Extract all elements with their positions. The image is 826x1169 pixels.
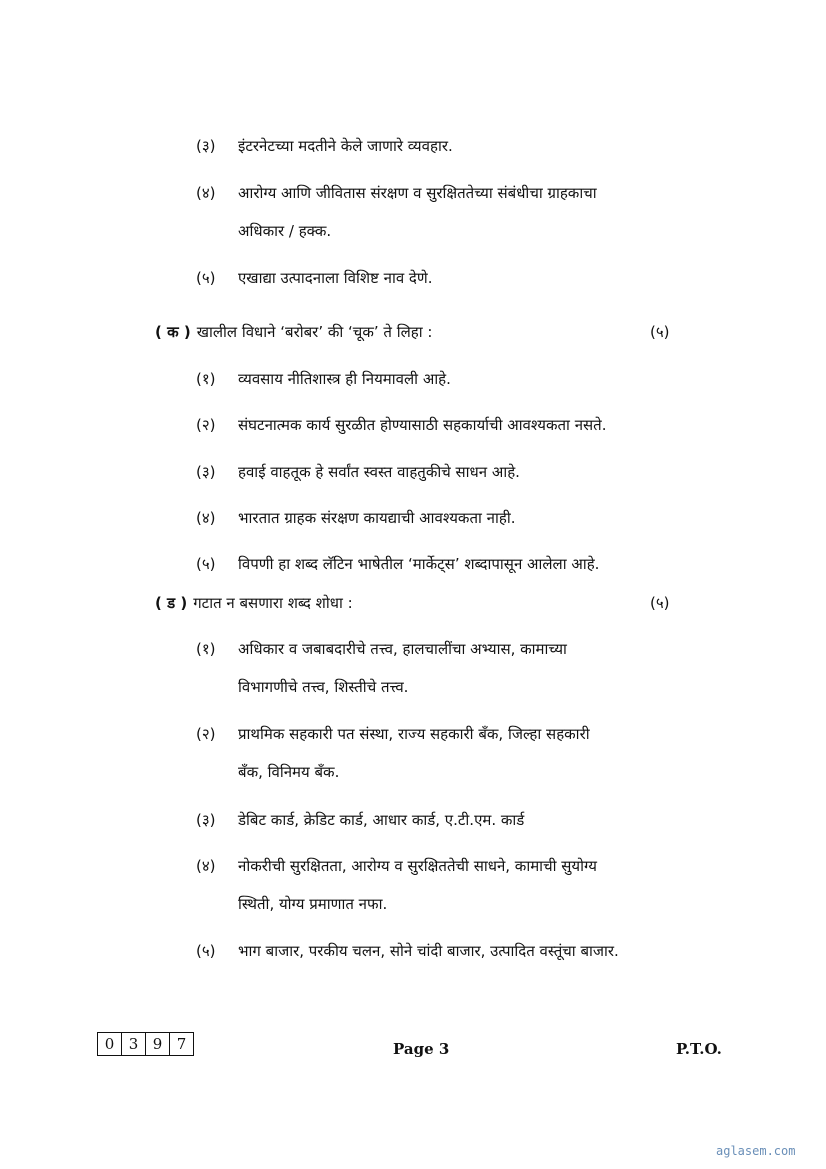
- question-item: [196, 554, 599, 574]
- item-text: प्राथमिक सहकारी पत संस्था, राज्य सहकारी बँक, जिल्हा सहकारी: [238, 725, 590, 743]
- section-marks: (५): [650, 594, 670, 612]
- question-item: [196, 369, 451, 389]
- item-number: (३): [196, 811, 216, 829]
- item-text: नोकरीची सुरक्षितता, आरोग्य व सुरक्षिततेची साधने, कामाची सुयोग्य: [238, 857, 597, 875]
- item-text: इंटरनेटच्या मदतीने केले जाणारे व्यवहार.: [238, 137, 453, 155]
- item-number: (३): [196, 137, 216, 155]
- item-text: अधिकार व जबाबदारीचे तत्त्व, हालचालींचा अभ्यास, कामाच्या: [238, 640, 567, 658]
- paper-code-box: [97, 1032, 194, 1056]
- item-number: (४): [196, 857, 216, 875]
- please-turn-over: P.T.O.: [676, 1040, 722, 1058]
- question-item: [196, 415, 606, 435]
- item-text: भाग बाजार, परकीय चलन, सोने चांदी बाजार, उत्पादित वस्तूंचा बाजार.: [238, 942, 619, 960]
- item-number: (१): [196, 640, 216, 658]
- item-text: हवाई वाहतूक हे सर्वांत स्वस्त वाहतुकीचे साधन आहे.: [238, 463, 520, 481]
- question-item: [196, 136, 453, 156]
- question-item: [196, 268, 433, 288]
- item-text: विपणी हा शब्द लॅटिन भाषेतील ‘मार्केट्स’ शब्दापासून आलेला आहे.: [238, 555, 600, 573]
- question-item: [196, 941, 619, 961]
- question-item: [196, 856, 597, 876]
- question-item: [196, 724, 590, 744]
- item-text: भारतात ग्राहक संरक्षण कायद्याची आवश्यकता नाही.: [238, 509, 516, 527]
- item-number: (१): [196, 370, 216, 388]
- paper-code-digit: 7: [176, 1035, 187, 1053]
- question-item: [196, 462, 520, 482]
- question-item: [196, 508, 515, 528]
- section-instruction: खालील विधाने ‘बरोबर’ की ‘चूक’ ते लिहा :: [196, 323, 433, 341]
- section-label: ( क ): [155, 323, 191, 341]
- section-heading-d: [155, 593, 353, 613]
- item-text: डेबिट कार्ड, क्रेडिट कार्ड, आधार कार्ड, ए.टी.एम. कार्ड: [238, 811, 525, 829]
- question-item: [196, 183, 597, 203]
- item-number: (२): [196, 416, 216, 434]
- section-label: ( ड ): [155, 594, 188, 612]
- site-watermark: aglasem.com: [716, 1144, 796, 1158]
- item-number: (५): [196, 269, 216, 287]
- item-text-continuation: बँक, विनिमय बँक.: [238, 763, 340, 781]
- item-number: (४): [196, 184, 216, 202]
- item-text-continuation: विभागणीचे तत्त्व, शिस्तीचे तत्त्व.: [238, 678, 409, 696]
- paper-code-digit: 9: [146, 1033, 170, 1055]
- item-number: (५): [196, 942, 216, 960]
- item-text: संघटनात्मक कार्य सुरळीत होण्यासाठी सहकार्याची आवश्यकता नसते.: [238, 416, 607, 434]
- section-heading-c: [155, 322, 432, 342]
- item-text: आरोग्य आणि जीवितास संरक्षण व सुरक्षिततेच्या संबंधीचा ग्राहकाचा: [238, 184, 597, 202]
- question-item: [196, 810, 524, 830]
- paper-code-digit: 3: [122, 1033, 146, 1055]
- item-number: (५): [196, 555, 216, 573]
- question-item: [196, 639, 567, 659]
- item-number: (३): [196, 463, 216, 481]
- item-text-continuation: स्थिती, योग्य प्रमाणात नफा.: [238, 895, 388, 913]
- item-text-continuation: अधिकार / हक्क.: [238, 222, 332, 240]
- page-number: Page 3: [393, 1040, 450, 1058]
- section-marks: (५): [650, 323, 670, 341]
- section-instruction: गटात न बसणारा शब्द शोधा :: [193, 594, 353, 612]
- item-number: (२): [196, 725, 216, 743]
- item-text: व्यवसाय नीतिशास्त्र ही नियमावली आहे.: [238, 370, 451, 388]
- paper-code-digit: 0: [98, 1033, 122, 1055]
- item-text: एखाद्या उत्पादनाला विशिष्ट नाव देणे.: [238, 269, 433, 287]
- item-number: (४): [196, 509, 216, 527]
